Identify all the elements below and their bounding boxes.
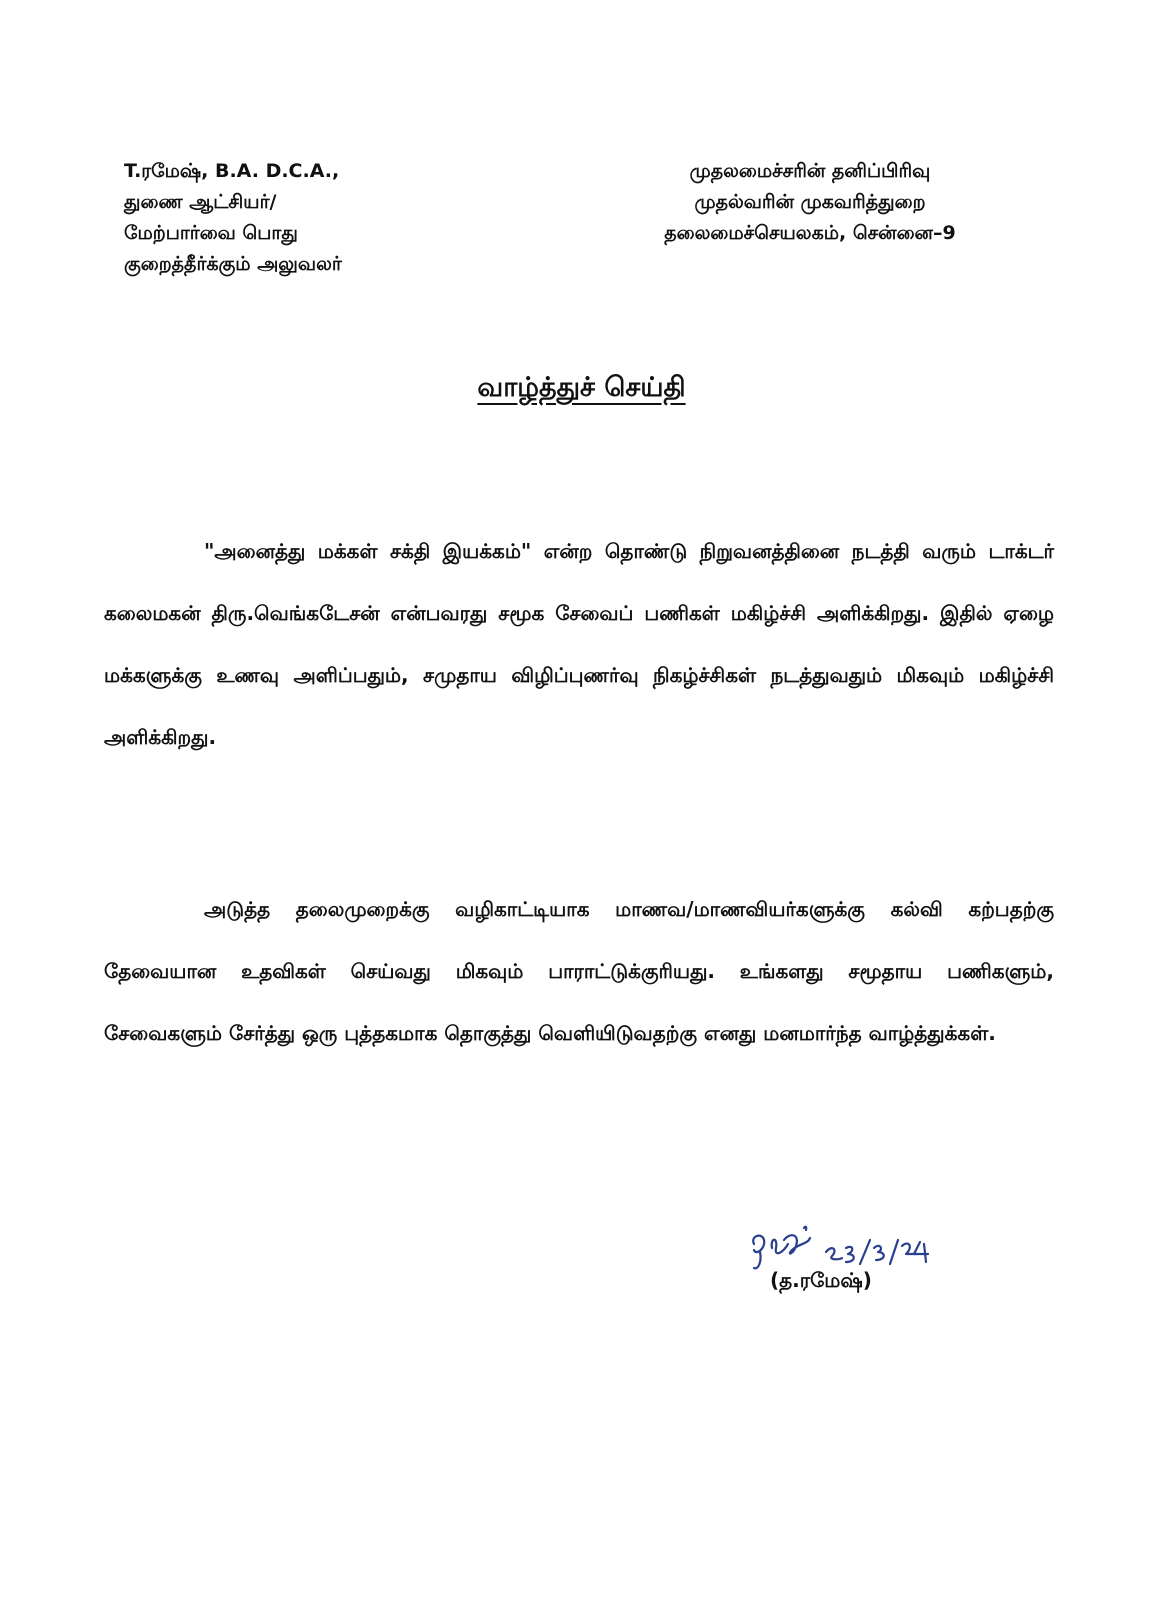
office-line-2: முதல்வரின் முகவரித்துறை [694,191,926,213]
office-line-1: முதலமைச்சரின் தனிப்பிரிவு [689,160,931,182]
sender-designation-line-1: துணை ஆட்சியர்/ [124,191,277,213]
office-line-3: தலைமைச்செயலகம், சென்னை–9 [664,222,956,244]
letter-title [0,372,1163,407]
sender-designation-line-3: குறைத்தீர்க்கும் அலுவலர் [124,253,342,275]
sender-designation-line-2: மேற்பார்வை பொது [124,222,298,244]
letter-title-text: வாழ்த்துச் செய்தி [477,372,686,403]
sender-block [124,156,454,280]
body-paragraph-1: "அனைத்து மக்கள் சக்தி இயக்கம்" என்ற தொண்டு நிறுவனத்தினை நடத்தி வரும் டாக்டர் கலைமகன் திரு.வெங்கடேசன் என்பவரது சமூக சேவைப் பணிகள் மகிழ்ச்சி அளிக்கிறது. இதில் ஏழை மக்களுக்கு உணவு அளிப்பதும், சமுதாய விழிப்புணர்வு நிகழ்ச்சிகள் நடத்துவதும் மிகவும் மகிழ்ச்சி அளிக்கிறது. [104,539,1054,749]
body-paragraph-2: அடுத்த தலைமுறைக்கு வழிகாட்டியாக மாணவ/மாணவியர்களுக்கு கல்வி கற்பதற்கு தேவையான உதவிகள் செய்வது மிகவும் பாராட்டுக்குரியது. உங்களது சமூதாய பணிகளும், சேவைகளும் சேர்த்து ஒரு புத்தகமாக தொகுத்து வெளியிடுவதற்கு எனது மனமார்ந்த வாழ்த்துக்கள். [104,897,1054,1045]
sender-name: T.ரமேஷ், B.A. D.C.A., [124,160,340,182]
office-block [590,156,1030,249]
signatory-name: (த.ரமேஷ்) [770,1268,872,1292]
